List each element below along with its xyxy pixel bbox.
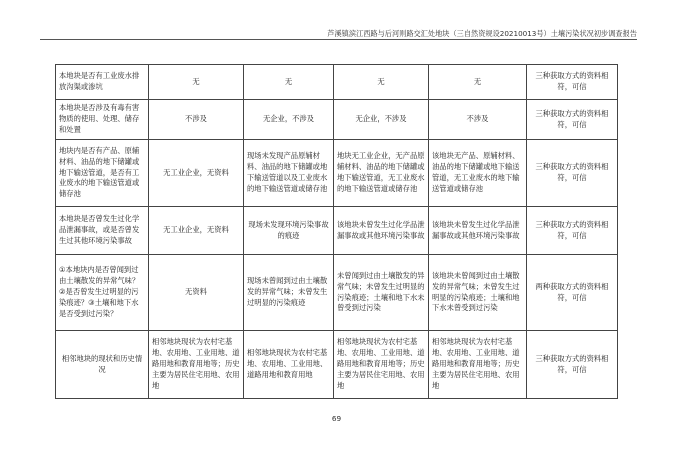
table-cell: 相邻地块现状为农村宅基地、农用地、工业用地、道路用地和教育用地等；历史主要为居民住宅用地、农用地 — [149, 331, 244, 399]
row-label: 本地块是否有工业废水排放沟渠或渗坑 — [56, 65, 149, 100]
table-cell: 现场未曾闻到过由土壤散发的异常气味；未曾发生过明显的污染痕迹 — [244, 255, 334, 331]
table-row — [56, 255, 618, 331]
row-label: 地块内是否有产品、原辅材料、油品的地下储罐或地下输送管道，是否有工业废水的地下输送管道或储存池 — [56, 140, 149, 207]
header-divider — [40, 39, 637, 40]
table-cell: 不涉及 — [149, 100, 244, 140]
table-cell: 无工业企业，无资料 — [149, 140, 244, 207]
remark-cell: 三种获取方式的资料相符，可信 — [527, 65, 618, 100]
table-row — [56, 100, 618, 140]
row-label: 本地块是否曾发生过化学品泄漏事故，或是否曾发生过其他环境污染事故 — [56, 207, 149, 255]
table-cell: 无工业企业，无资料 — [149, 207, 244, 255]
survey-comparison-table — [55, 64, 618, 399]
row-label: 本地块是否涉及有毒有害物质的使用、处理、储存和处置 — [56, 100, 149, 140]
remark-cell: 三种获取方式的资料相符，可信 — [527, 207, 618, 255]
table-cell: 无企业，不涉及 — [244, 100, 334, 140]
table-row — [56, 140, 618, 207]
table-cell: 相邻地块现状为农村宅基地、农用地、工业用地、道路用地和教育用地等；历史主要为居民住宅用地、农用地 — [334, 331, 429, 399]
table-row — [56, 331, 618, 399]
table-row — [56, 65, 618, 100]
row-label: 相邻地块的现状和历史情况 — [56, 331, 149, 399]
table-cell: 相邻地块现状为农村宅基地、农用地、工业用地、道路用地和教育用地等；历史主要为居民住宅用地、农用地 — [429, 331, 527, 399]
table-cell: 无企业，不涉及 — [334, 100, 429, 140]
row-label: ①本地块内是否曾闻到过由土壤散发的异常气味？②是否曾发生过明显的污染痕迹？③土壤和地下水是否受到过污染？ — [56, 255, 149, 331]
table-cell: 该地块无产品、原辅材料、油品的地下储罐或地下输送管道，无工业废水的地下输送管道或储存池 — [429, 140, 527, 207]
table-cell: 该地块未曾发生过化学品泄漏事故或其他环境污染事故 — [429, 207, 527, 255]
table-row — [56, 207, 618, 255]
page-number: 69 — [331, 414, 342, 423]
table-cell: 该地块未曾闻到过由土壤散发的异常气味；未曾发生过明显的污染痕迹；土壤和地下水未曾受到过污染 — [429, 255, 527, 331]
remark-cell: 两种获取方式的资料相符，可信 — [527, 255, 618, 331]
remark-cell: 三种获取方式的资料相符，可信 — [527, 331, 618, 399]
page-header-title: 芦溪镇滨江西路与后河则路交汇处地块（三自然资规设20210013号）土壤污染状况初步调查报告 — [327, 29, 637, 38]
table-cell: 现场未发现环境污染事故的痕迹 — [244, 207, 334, 255]
table-cell: 不涉及 — [429, 100, 527, 140]
remark-cell: 三种获取方式的资料相符，可信 — [527, 100, 618, 140]
table-cell: 无 — [244, 65, 334, 100]
table-cell: 地块无工业企业，无产品原辅材料、油品的地下储罐或地下输送管道，无工业废水的地下输送管道或储存池 — [334, 140, 429, 207]
table-cell: 无资料 — [149, 255, 244, 331]
table-cell: 未曾闻到过由土壤散发的异常气味；未曾发生过明显的污染痕迹；土壤和地下水未曾受到过污染 — [334, 255, 429, 331]
table-cell: 无 — [334, 65, 429, 100]
table-cell: 现场未发现产品原辅材料、油品的地下储罐或地下输送管道以及工业废水的地下输送管道或储存池 — [244, 140, 334, 207]
table-cell: 相邻地块现状为农村宅基地、农用地、工业用地、道路用地和教育用地 — [244, 331, 334, 399]
table-cell: 无 — [149, 65, 244, 100]
table-cell: 该地块未曾发生过化学品泄漏事故或其他环境污染事故 — [334, 207, 429, 255]
table-cell: 无 — [429, 65, 527, 100]
remark-cell: 三种获取方式的资料相符，可信 — [527, 140, 618, 207]
